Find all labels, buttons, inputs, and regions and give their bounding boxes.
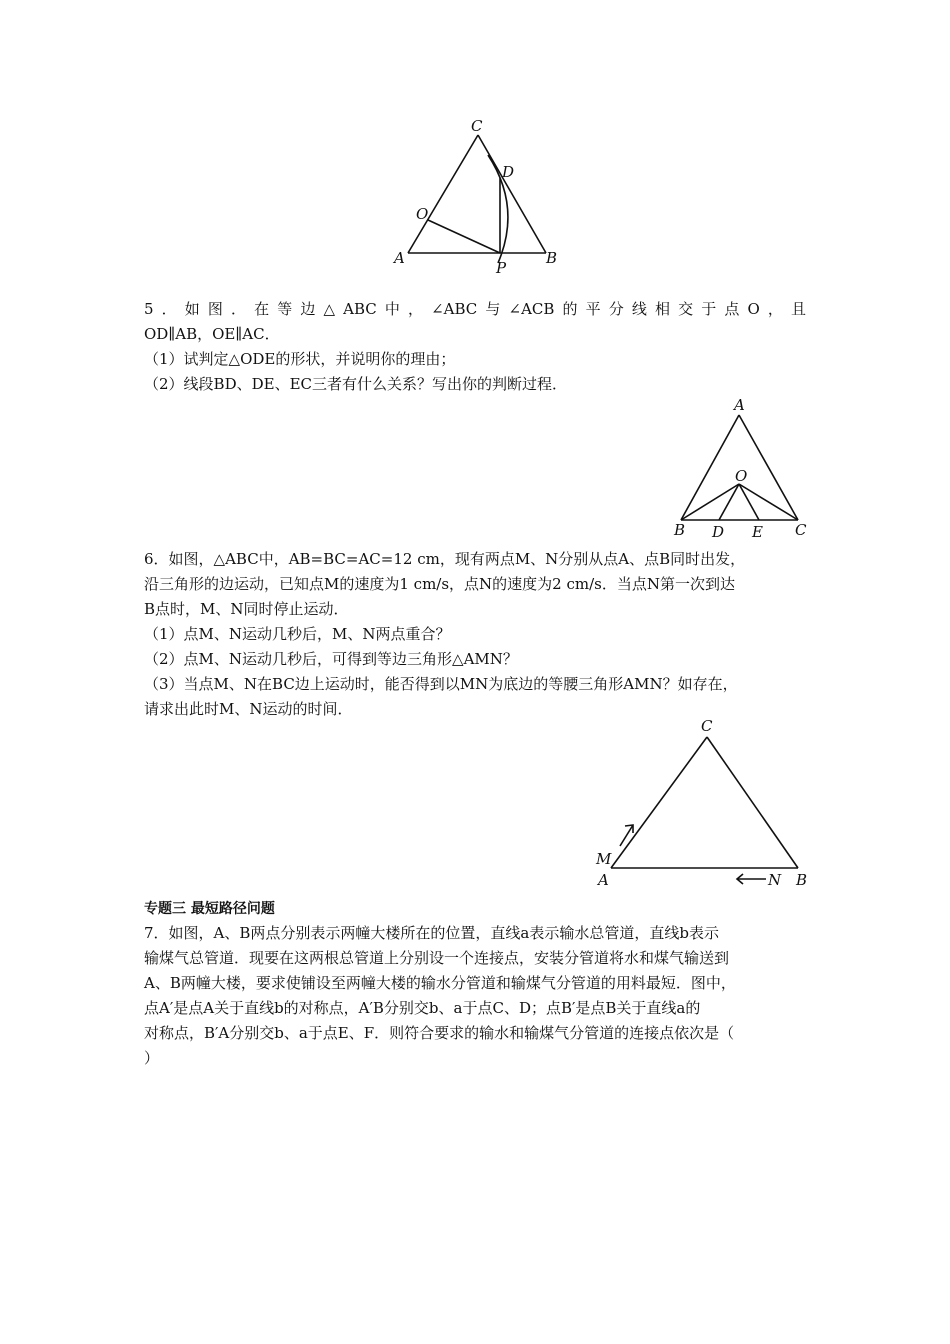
problem-7-line-2: 输煤气总管道．现要在这两根总管道上分别设一个连接点，安装分管道将水和煤气输送到 [144,949,730,967]
arrow-m-shaft [620,825,633,846]
problem-7-line-5: 对称点，B′A分别交b、a于点E、F．则符合要求的输水和输煤气分管道的连接点依次是（ [144,1024,735,1042]
side-ca [408,135,478,253]
problem-6-question-1: （1）点M、N运动几秒后，M、N两点重合？ [144,625,451,643]
problem-6-question-2: （2）点M、N运动几秒后，可得到等边三角形△AMN？ [144,650,518,668]
problem-7-line-4: 点A′是点A关于直线b的对称点，A′B分别交b、a于点C、D；点B′是点B关于直线a的 [144,999,701,1017]
problem-5-question-2: （2）线段BD、DE、EC三者有什么关系？写出你的判断过程． [144,375,567,393]
label-a: A [598,871,609,889]
label-b: B [796,871,808,889]
label-o: O [416,205,429,223]
problem-6-question-3-line-1: （3）当点M、N在BC边上运动时，能否得到以MN为底边的等腰三角形AMN？如存在， [144,675,738,693]
label-c: C [701,717,713,735]
problem-6-line-2: 沿三角形的边运动，已知点M的速度为1 cm/s，点N的速度为2 cm/s．当点N第一次到达 [144,575,735,593]
label-a: A [734,396,745,414]
label-a: A [394,249,405,267]
problem-7-line-1: 7．如图，A、B两点分别表示两幢大楼所在的位置，直线a表示输水总管道，直线b表示 [144,924,719,942]
section-3-title: 专题三 最短路径问题 [144,901,275,917]
side-ab [681,415,739,520]
problem-5-question-1: （1）试判定△ODE的形状，并说明你的理由； [144,350,456,368]
figure-3-moving-points-triangle [590,715,820,895]
segment-ob [681,484,739,520]
label-n: N [768,871,782,889]
side-cb [478,135,546,253]
side-bc [707,737,798,868]
label-b: B [674,521,686,539]
label-c: C [795,521,807,539]
problem-6-question-3-line-2: 请求出此时M、N运动的时间． [144,700,353,718]
label-e: E [752,523,763,541]
figure-1-triangle-with-arc [380,115,580,285]
problem-7-line-6: ） [144,1049,160,1067]
label-m: M [596,850,612,868]
label-o: O [735,467,748,485]
problem-5-line-2: OD∥AB，OE∥AC． [144,325,280,343]
label-b: B [546,249,558,267]
problem-5-line-1: 5．如图．在等边△ABC中，∠ABC与∠ACB的平分线相交于点O，且 [144,300,806,318]
side-ac [739,415,798,520]
problem-6-line-1: 6．如图，△ABC中，AB=BC=AC=12 cm，现有两点M、N分别从点A、点B同时出发， [144,550,746,568]
figure-2-equilateral-triangle [668,395,818,545]
side-ac [611,737,707,868]
segment-op [428,220,500,253]
label-c: C [471,117,483,135]
label-d: D [502,163,515,181]
problem-6-line-3: B点时，M、N同时停止运动． [144,600,349,618]
segment-oc [739,484,798,520]
label-d: D [712,523,725,541]
label-p: P [496,259,507,277]
problem-7-line-3: A、B两幢大楼，要求使铺设至两幢大楼的输水分管道和输煤气分管道的用料最短．图中， [144,974,736,992]
